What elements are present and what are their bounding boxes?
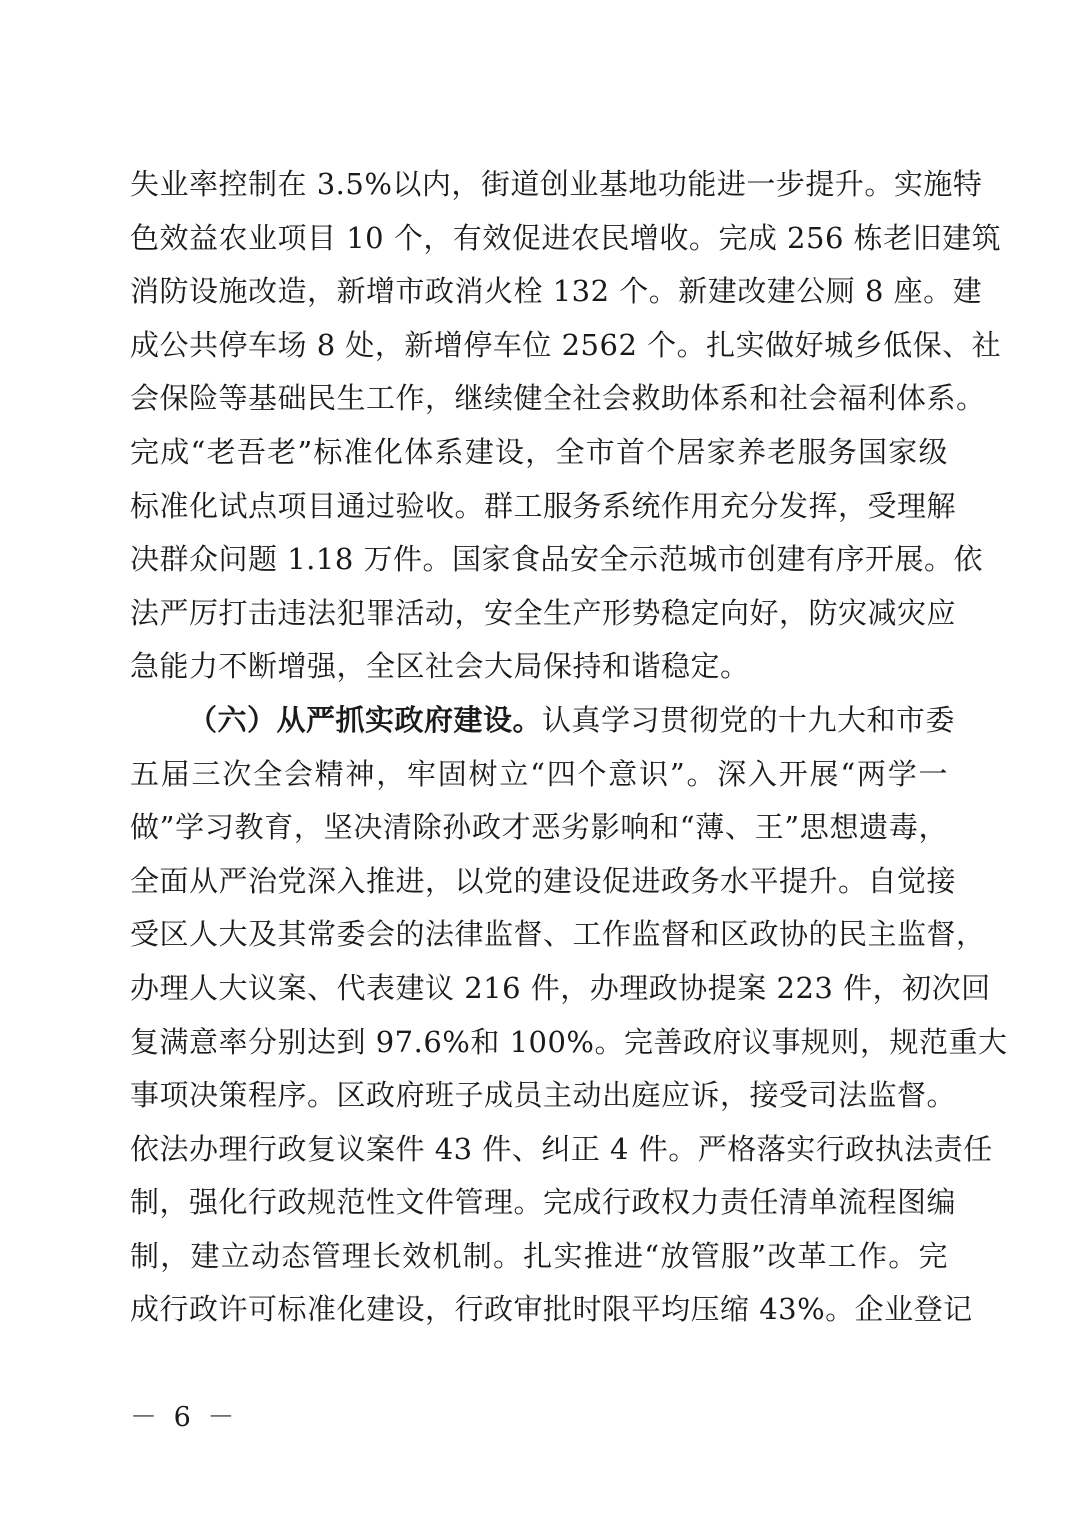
text-line: 受区人大及其常委会的法律监督、工作监督和区政协的民主监督， xyxy=(130,917,986,952)
text-line: 消防设施改造，新增市政消火栓 132 个。新建改建公厕 8 座。建 xyxy=(130,274,983,309)
text-line: 完成“老吾老”标准化体系建设，全市首个居家养老服务国家级 xyxy=(130,434,948,469)
text-line: 成行政许可标准化建设，行政审批时限平均压缩 43%。企业登记 xyxy=(130,1292,973,1327)
section-heading: （六）从严抓实政府建设。 xyxy=(188,702,543,737)
text-line: 制，强化行政规范性文件管理。完成行政权力责任清单流程图编 xyxy=(130,1185,957,1220)
text-line: 色效益农业项目 10 个，有效促进农民增收。完成 256 栋老旧建筑 xyxy=(130,220,1002,255)
text-line: 会保险等基础民生工作，继续健全社会救助体系和社会福利体系。 xyxy=(130,381,986,416)
text-line: 决群众问题 1.18 万件。国家食品安全示范城市创建有序开展。依 xyxy=(130,542,984,577)
document-body xyxy=(130,158,1008,1337)
text-line: 成公共停车场 8 处，新增停车位 2562 个。扎实做好城乡低保、社 xyxy=(130,327,1002,362)
text-line: 事项决策程序。区政府班子成员主动出庭应诉，接受司法监督。 xyxy=(130,1078,957,1113)
text-line: 办理人大议案、代表建议 216 件，办理政协提案 223 件，初次回 xyxy=(130,970,991,1005)
text-line-first xyxy=(130,694,956,748)
text-line: 做”学习教育，坚决清除孙政才恶劣影响和“薄、王”思想遗毒， xyxy=(130,810,948,845)
text-line: 复满意率分别达到 97.6%和 100%。完善政府议事规则，规范重大 xyxy=(130,1024,1008,1059)
paragraph-1 xyxy=(130,158,1002,694)
page-number: － 6 － xyxy=(130,1402,239,1433)
text-line: 依法办理行政复议案件 43 件、纠正 4 件。严格落实行政执法责任 xyxy=(130,1131,993,1166)
text-line: 制，建立动态管理长效机制。扎实推进“放管服”改革工作。完 xyxy=(130,1238,948,1273)
text-line: 失业率控制在 3.5%以内，街道创业基地功能进一步提升。实施特 xyxy=(130,167,983,201)
paragraph-2 xyxy=(130,694,1008,1337)
text-line: 全面从严治党深入推进，以党的建设促进政务水平提升。自觉接 xyxy=(130,863,957,898)
text-line: 五届三次全会精神，牢固树立“四个意识”。深入开展“两学一 xyxy=(130,756,948,791)
text-line: 法严厉打击违法犯罪活动，安全生产形势稳定向好，防灾减灾应 xyxy=(130,595,957,630)
text-line: 急能力不断增强，全区社会大局保持和谐稳定。 xyxy=(130,649,750,684)
text-line: 标准化试点项目通过验收。群工服务系统作用充分发挥，受理解 xyxy=(130,488,957,523)
text-run: 认真学习贯彻党的十九大和市委 xyxy=(542,702,956,737)
